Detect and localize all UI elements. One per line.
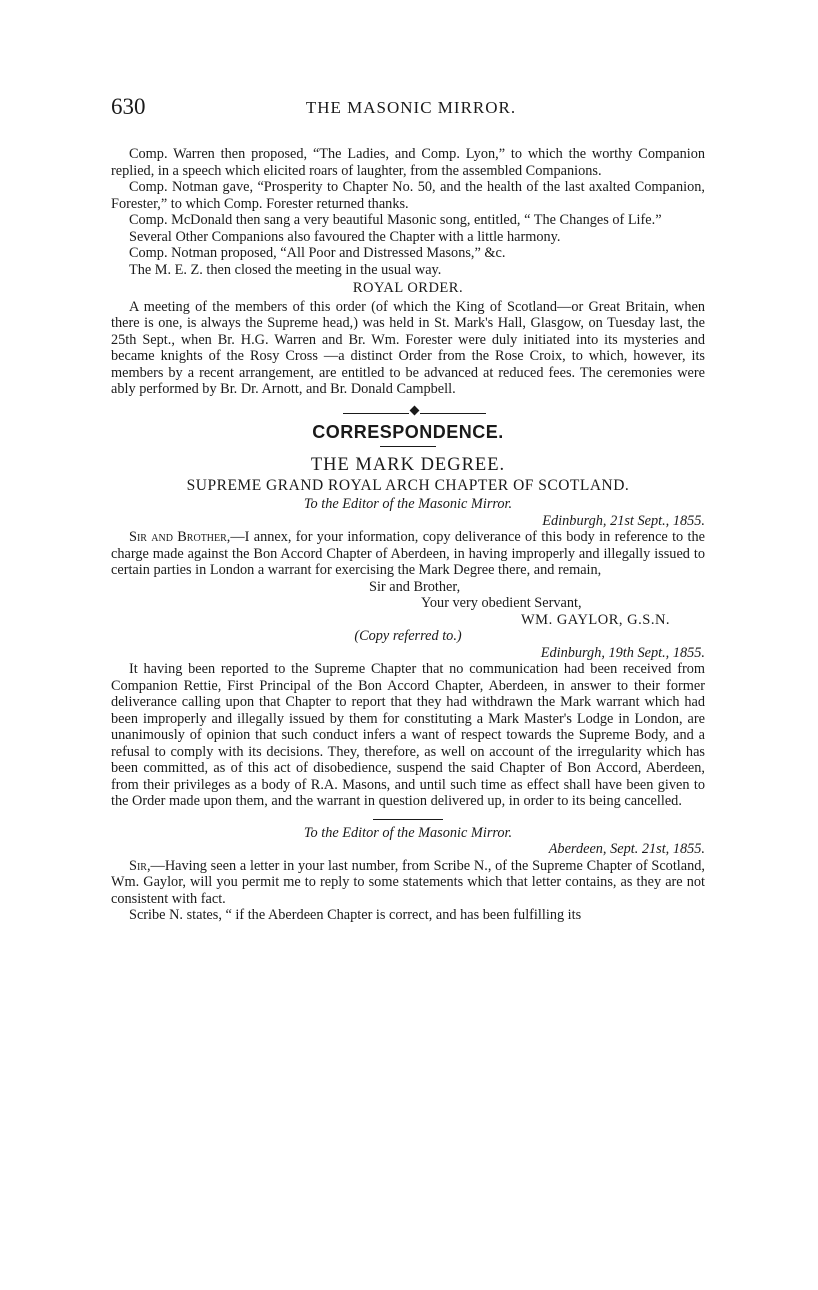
chapter-report xyxy=(111,146,705,278)
deliverance-text: It having been reported to the Supreme Chapter that no communication had been received from Companion Rettie, First Principal of the Bon Accord Chapter, Aberdeen, in answer to their former deliverance calling upon that Chapter to report that they had withdrawn the Mark warrant which had been improperly and illegally issued by them for constituting a Mark Master's Lodge in London, are unanimously of opinion that such conduct infers a want of respect towards the Supreme Body, and a refusal to comply with its decisions. They, therefore, as well on account of the irregularity which has been committed, as of this act of disobedience, suspend the said Chapter of Bon Accord, Aberdeen, from their privileges as a body of R.A. Masons, and until such time as effect shall have been given to the Order made upon them, and the warrant in question delivered up, in order to its being cancelled. xyxy=(111,661,705,809)
running-title: THE MASONIC MIRROR. xyxy=(305,98,517,117)
to-editor-line: To the Editor of the Masonic Mirror. xyxy=(303,824,513,841)
paragraph: Several Other Companions also favoured the Chapter with a little harmony. xyxy=(129,228,561,245)
paragraph: Comp. Notman proposed, “All Poor and Distressed Masons,” &c. xyxy=(129,245,506,261)
letter-text: —I annex, for your information, copy deliverance of this body in reference to the charge made against the Bon Accord Chapter of Aberdeen, in having improperly and illegally issued to certain parties in London a warrant for exercising the Mark Degree there, and remain, xyxy=(111,529,705,578)
letter-body xyxy=(111,529,705,579)
paragraph: The M. E. Z. then closed the meeting in the usual way. xyxy=(129,261,442,278)
copy-note: (Copy referred to.) xyxy=(354,628,462,644)
short-rule xyxy=(380,446,436,447)
royal-order-paragraph: A meeting of the members of this order (of which the King of Scotland—or Great Britain, when there is one, is always the Supreme head,) was held in St. Mark's Hall, Glasgow, on Tuesday last, the 25th Sept., when Br. H.G. Warren and Br. Wm. Forester were duly initiated into its mysteries and became knights of the Rosy Cross —a distinct Order from the Rose Croix, to which, however, its members by a recent arrangement, are entitled to be advanced at reduced fees. The ceremonies were ably performed by Br. Dr. Arnott, and Br. Donald Campbell. xyxy=(111,298,705,397)
dateline: Edinburgh, 21st Sept., 1855. xyxy=(542,512,705,529)
letter-body xyxy=(111,858,705,908)
main-column xyxy=(111,146,705,924)
paragraph: Comp. Notman gave, “Prosperity to Chapter No. 50, and the health of the last axalted Companion, Forester,” to which Comp. Forester returned thanks. xyxy=(111,179,705,212)
letter-subtitle: SUPREME GRAND ROYAL ARCH CHAPTER OF SCOTLAND. xyxy=(186,476,630,494)
closing-line: Your very obedient Servant, xyxy=(421,595,582,611)
letter-text: Scribe N. states, “ if the Aberdeen Chapter is correct, and has been fulfilling its xyxy=(129,907,582,923)
correspondence-heading: CORRESPONDENCE. xyxy=(312,421,504,442)
signature: WM. GAYLOR, G.S.N. xyxy=(521,611,671,628)
running-header xyxy=(111,94,711,124)
page-number: 630 xyxy=(111,94,146,119)
royal-order-heading: ROYAL ORDER. xyxy=(352,280,464,296)
to-editor-line: To the Editor of the Masonic Mirror. xyxy=(303,496,513,512)
paragraph: Comp. McDonald then sang a very beautiful Masonic song, entitled, “ The Changes of Life.” xyxy=(129,212,662,228)
paragraph: Comp. Warren then proposed, “The Ladies, and Comp. Lyon,” to which the worthy Companion replied, in a speech which elicited roars of laughter, from the assembled Companions. xyxy=(111,146,705,179)
short-rule xyxy=(373,819,443,820)
dateline: Aberdeen, Sept. 21st, 1855. xyxy=(548,841,705,857)
letter-text: —Having seen a letter in your last number, from Scribe N., of the Supreme Chapter of Scotland, Wm. Gaylor, will you permit me to reply to some statements which that letter contains, as they are not consistent with fact. xyxy=(111,857,705,907)
ornament-divider xyxy=(111,404,705,422)
mark-degree-title: THE MARK DEGREE. xyxy=(310,455,506,475)
salutation: Sir, xyxy=(129,857,151,874)
dateline: Edinburgh, 19th Sept., 1855. xyxy=(540,644,705,661)
salutation: Sir and Brother, xyxy=(129,529,231,545)
closing-line: Sir and Brother, xyxy=(369,578,461,595)
